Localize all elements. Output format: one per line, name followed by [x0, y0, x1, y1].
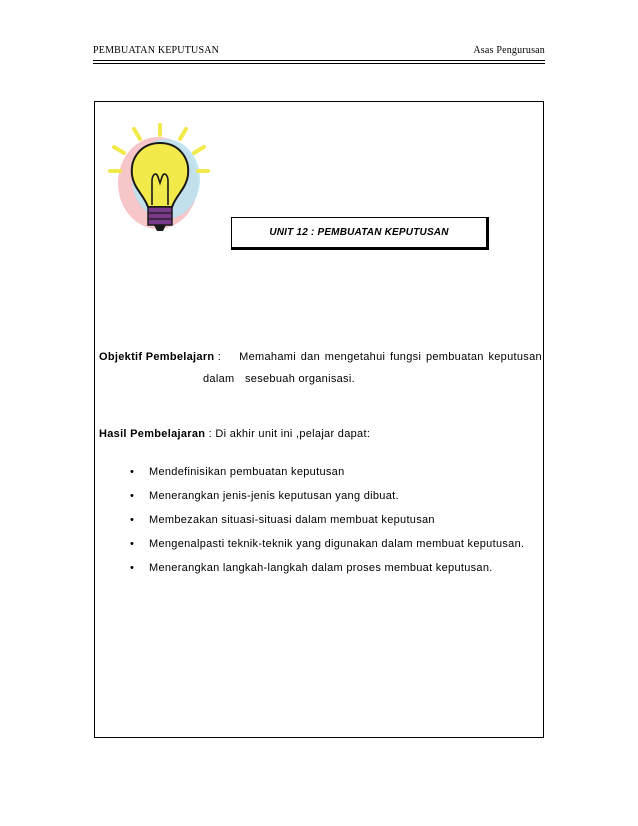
- objective-text-line1: Memahami dan mengetahui fungsi pembuatan keputusan: [239, 351, 542, 363]
- outcomes-heading: Hasil Pembelajaran : Di akhir unit ini ,pelajar dapat:: [99, 428, 371, 440]
- header-right-title: Asas Pengurusan: [473, 45, 545, 56]
- objective-line: [99, 351, 542, 363]
- objective-label: Objektif Pembelajarn :: [99, 351, 222, 363]
- header-rule-bottom: [93, 63, 545, 64]
- header-rule-top: [93, 60, 545, 61]
- light-bulb-icon: [106, 121, 214, 239]
- bulb-base: [148, 207, 172, 225]
- unit-title-box: UNIT 12 : PEMBUATAN KEPUTUSAN: [231, 217, 489, 250]
- header-left-title: PEMBUATAN KEPUTUSAN: [93, 45, 220, 56]
- objective-line2-rest: sesebuah organisasi.: [245, 373, 355, 385]
- objective-line2-dalam: dalam: [203, 373, 235, 385]
